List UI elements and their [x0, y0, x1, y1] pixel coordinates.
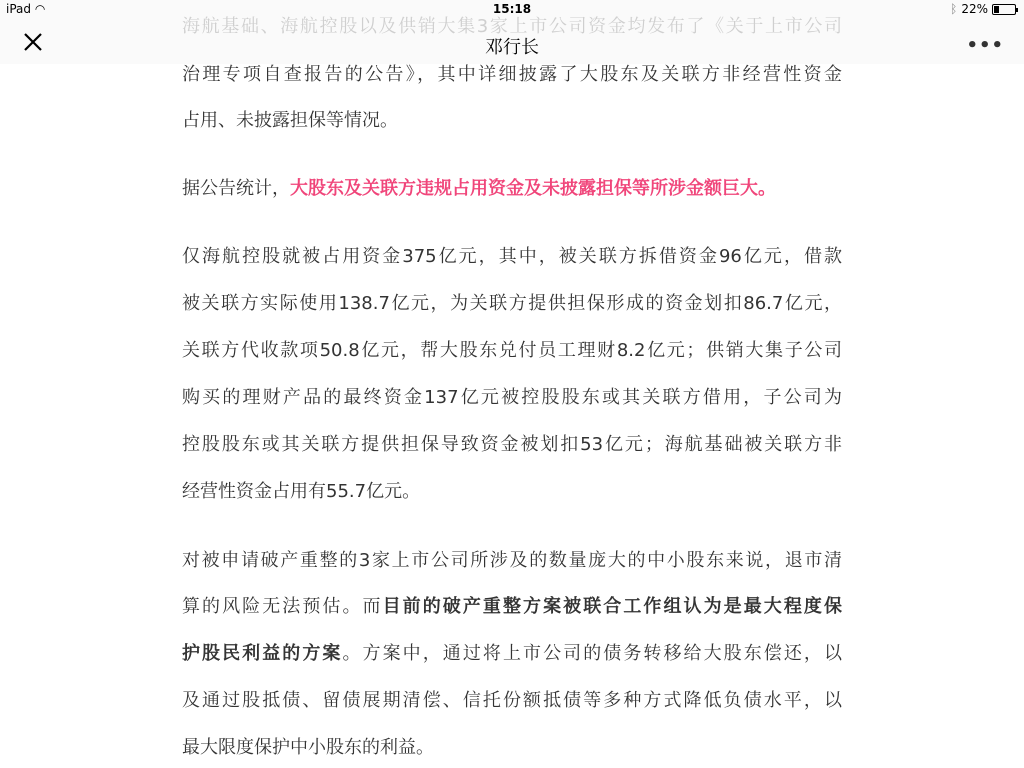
status-right	[950, 3, 1016, 15]
text-line	[182, 642, 842, 666]
text-segment: 治理专项自查报告的公告》，其中详细披露了大股东及关联方非经营性资金	[182, 64, 842, 85]
text-segment: 对被申请破产重整的3家上市公司所涉及的数量庞大的中小股东来说，退市清	[182, 550, 842, 571]
text-segment: 。方案中，通过将上市公司的债务转移给大股东偿还，以	[342, 643, 842, 664]
text-segment: 控股股东或其关联方提供担保导致资金被划扣53亿元；海航基础被关联方非	[182, 434, 842, 455]
text-segment: 经营性资金占用有55.7亿元。	[182, 481, 421, 502]
text-line	[182, 339, 842, 363]
battery-icon	[992, 4, 1016, 15]
text-line	[182, 549, 842, 573]
status-bar	[0, 0, 1024, 16]
text-line	[182, 433, 842, 457]
bold-text: 目前的破产重整方案被联合工作组认为是最大程度保	[382, 596, 842, 617]
text-line	[182, 63, 842, 87]
text-line	[182, 17, 842, 37]
text-line	[182, 595, 842, 619]
battery-percent: 22%	[961, 2, 988, 16]
text-segment: 购买的理财产品的最终资金137亿元被控股股东或其关联方借用，子公司为	[182, 387, 842, 408]
bluetooth-icon: ᛒ	[950, 2, 958, 16]
text-segment: 算的风险无法预估。而	[182, 596, 383, 617]
text-line	[182, 480, 842, 504]
bold-text: 护股民利益的方案	[182, 643, 343, 664]
text-segment: 占用、未披露担保等情况。	[182, 110, 398, 131]
text-segment: 关联方代收款项50.8亿元，帮大股东兑付员工理财8.2亿元；供销大集子公司	[182, 340, 842, 361]
wifi-icon: ◠	[34, 2, 46, 16]
text-line	[182, 736, 842, 760]
highlight-text: 大股东及关联方违规占用资金及未披露担保等所涉金额巨大。	[290, 178, 776, 199]
text-line	[182, 177, 842, 201]
text-segment: 及通过股抵债、留债展期清偿、信托份额抵债等多种方式降低负债水平，以	[182, 690, 842, 711]
page-title: 邓行长	[485, 37, 539, 58]
text-line	[182, 689, 842, 713]
more-icon[interactable]: •••	[966, 35, 1004, 56]
device-name: iPad	[6, 2, 32, 16]
text-line	[182, 386, 842, 410]
text-segment: 最大限度保护中小股东的利益。	[182, 737, 434, 758]
text-line	[182, 245, 842, 269]
text-line	[182, 109, 842, 133]
text-segment: 仅海航控股就被占用资金375亿元，其中，被关联方拆借资金96亿元，借款	[182, 246, 842, 267]
text-segment: 据公告统计，	[182, 178, 290, 199]
text-segment: 被关联方实际使用138.7亿元，为关联方提供担保形成的资金划扣86.7亿元，	[182, 293, 842, 314]
text-line	[182, 292, 842, 316]
clock: 15:18	[492, 2, 532, 16]
text-segment: 海航基础、海航控股以及供销大集3家上市公司资金均发布了《关于上市公司	[182, 16, 842, 37]
